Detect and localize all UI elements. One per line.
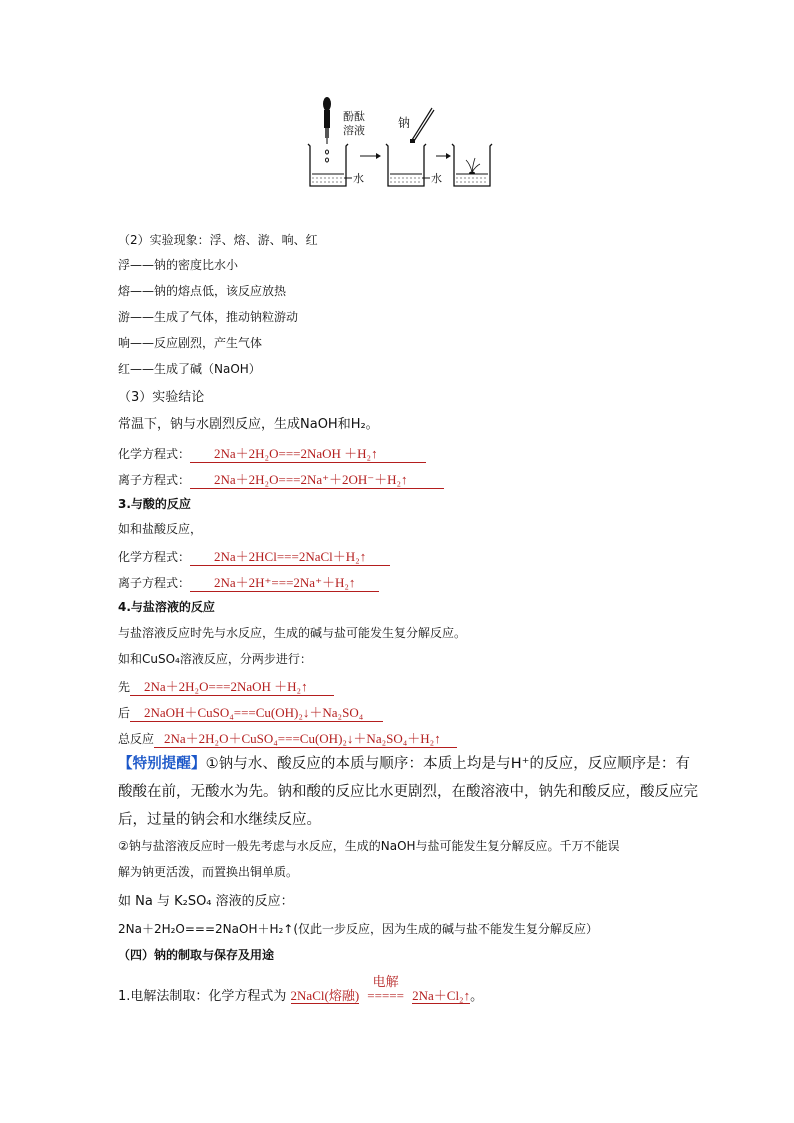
acid-title: 3.与酸的反应 [118,497,191,511]
salt-title: 4.与盐溶液的反应 [118,600,215,614]
s4-line-1-product: 2Na＋Cl₂↑ [412,988,471,1003]
dropper-icon [323,97,331,144]
water-ion-equation: 2Na＋2H₂O===2Na⁺＋2OH⁻＋H₂↑ [190,472,444,489]
k2so4-intro: 如 Na 与 K₂SO₄ 溶液的反应： [118,894,294,909]
salt-text: 与盐溶液反应时先与水反应，生成的碱与盐可能发生复分解反应。 [118,626,467,640]
total-equation: 2Na＋2H₂O＋CuSO₄===Cu(OH)₂↓＋Na₂SO₄＋H₂↑ [154,731,457,748]
step-1-label: 先 [118,680,131,694]
step-1-equation: 2Na＋2H₂O===2NaOH ＋H₂↑ [130,679,334,696]
note-p1-line-3: 后，过量的钠会和水继续反应。 [118,812,321,828]
s4-title: （四）钠的制取与保存及用途 [118,948,275,962]
water-ion-row [118,469,444,488]
note-p2-line-1: ②钠与盐溶液反应时一般先考虑与水反应，生成的NaOH与盐可能发生复分解反应。千万不能误 [118,839,620,853]
chem-label: 化学方程式： [118,550,191,564]
note-p1-line-2: 酸酸在前，无酸水为先。钠和酸的反应比水更剧烈，在酸溶液中，钠先和酸反应，酸反应完 [118,784,698,800]
ion-label: 离子方程式： [118,473,191,487]
acid-chem-row [118,546,390,565]
s4-line-1-end: 。 [470,989,484,1004]
step-2-equation: 2NaOH＋CuSO₄===Cu(OH)₂↓＋Na₂SO₄ [130,705,383,722]
salt-total [118,728,457,747]
label-phenol: 酚酞 [343,110,365,123]
note-p2-line-2: 解为钠更活泼，而置换出铜单质。 [118,865,299,879]
total-label: 总反应 [118,732,155,746]
electrolysis-condition: 电解 [372,975,399,990]
label-water-1: 水 [353,172,364,185]
arrow-right-icon [360,153,381,159]
arrow-right-icon [436,153,451,159]
s2-item-5: 红——生成了碱（NaOH） [118,362,261,376]
beaker-3 [452,144,492,186]
acid-ion-equation: 2Na＋2H⁺===2Na⁺＋H₂↑ [190,575,379,592]
s2-item-2: 熔——钠的熔点低，该反应放热 [118,284,287,298]
electrolysis-arrow [367,975,404,1004]
s4-line-1 [118,975,484,1004]
s4-line-1-prefix: 1.电解法制取：化学方程式为 [118,989,287,1004]
acid-ion-row [118,572,379,591]
note-p1-line-1: ①钠与水、酸反应的本质与顺序：本质上均是与H⁺的反应，反应顺序是：有 [205,756,691,772]
step-2-label: 后 [118,706,131,720]
s3-title: （3）实验结论 [118,390,205,405]
acid-intro: 如和盐酸反应， [118,522,203,536]
label-sodium: 钠 [398,116,411,130]
water-chem-equation: 2Na＋2H₂O===2NaOH ＋H₂↑ [190,446,426,463]
s2-item-4: 响——反应剧烈，产生气体 [118,336,263,350]
ion-label: 离子方程式： [118,576,191,590]
salt-step-1 [118,676,334,695]
electrolysis-equals: ===== [367,988,404,1003]
salt-intro: 如和CuSO₄溶液反应，分两步进行： [118,652,312,666]
s2-item-1: 浮——钠的密度比水小 [118,258,239,272]
s3-text: 常温下，钠与水剧烈反应，生成NaOH和H₂。 [118,417,379,432]
k2so4-equation: 2Na＋2H₂O===2NaOH＋H₂↑(仅此一步反应，因为生成的碱与盐不能发生复分解反应） [118,922,599,936]
beaker-1 [308,144,348,186]
s2-item-3: 游——生成了气体，推动钠粒游动 [118,310,299,324]
acid-chem-equation: 2Na＋2HCl===2NaCl＋H₂↑ [190,549,390,566]
note-line-1 [118,752,690,773]
label-solution: 溶液 [343,124,365,137]
label-water-2: 水 [431,172,442,185]
note-title: 【特别提醒】 [118,756,206,772]
water-chem-row [118,443,426,462]
salt-step-2 [118,702,383,721]
s2-title: （2）实验现象：浮、熔、游、响、红 [118,233,318,247]
s4-line-1-reactant: 2NaCl(熔融) [290,988,360,1003]
chem-label: 化学方程式： [118,447,191,461]
experiment-figure [300,94,500,194]
